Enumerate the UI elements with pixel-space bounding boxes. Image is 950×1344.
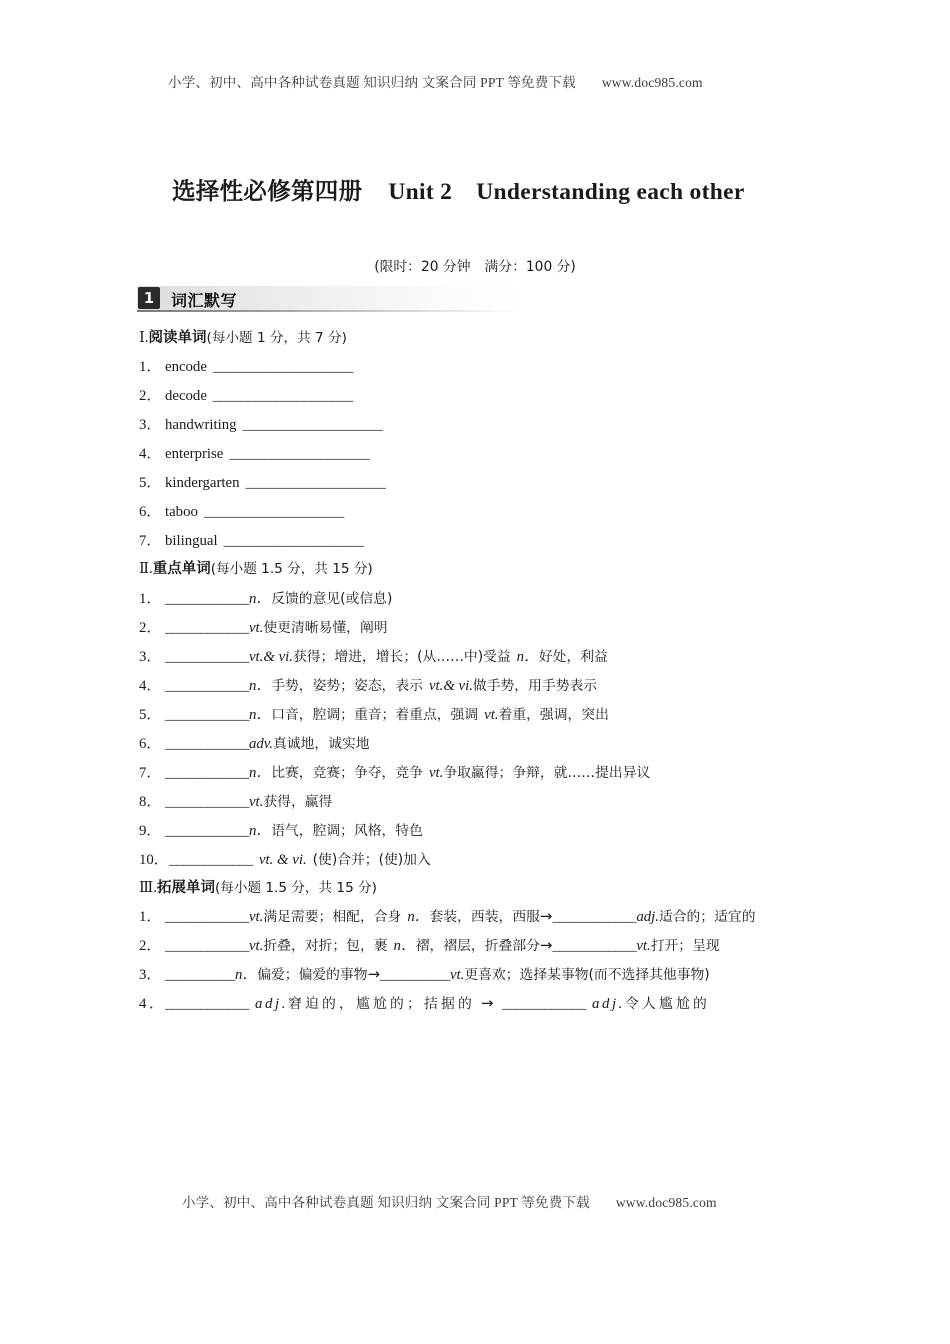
title-unit: Unit 2 — [388, 179, 453, 205]
answer-blank-2[interactable]: __________ — [379, 967, 450, 984]
part-of-speech-3: adj. — [591, 996, 625, 1013]
definition: 使更清晰易懂，阐明 — [263, 619, 388, 636]
list-item — [139, 762, 813, 784]
section-name-2: 重点单词 — [152, 561, 211, 578]
definition: 手势，姿势；姿态，表示 — [271, 677, 423, 694]
exercise-content — [139, 328, 813, 1022]
list-item — [139, 849, 813, 871]
time-limit: (限时：20 分钟 — [374, 259, 471, 275]
section-score-1: (每小题 1 分，共 7 分) — [206, 330, 347, 346]
definition: 口音，腔调；重音；着重点，强调 — [271, 706, 479, 723]
definition-2: 套装，西装，西服 — [429, 909, 540, 926]
definition: 比赛，竞赛；争夺，竞争 — [271, 764, 423, 781]
answer-blank[interactable]: ____________________ — [223, 533, 364, 550]
item-number: 3． — [139, 967, 162, 984]
list-item — [139, 588, 813, 610]
part-of-speech-3: vt. — [449, 967, 465, 984]
item-number: 5． — [139, 475, 162, 492]
title-book: 选择性必修第四册 — [172, 177, 363, 205]
exam-info-line — [0, 255, 950, 276]
answer-blank[interactable]: ____________________ — [212, 359, 353, 376]
section-heading-1 — [139, 328, 813, 349]
derivation-arrow-icon: → — [539, 937, 553, 955]
part-of-speech-2: vt.& vi. — [428, 677, 473, 694]
list-item — [139, 791, 813, 813]
item-number: 2． — [139, 619, 162, 636]
footer-watermark — [182, 1191, 717, 1211]
part-of-speech-2: n． — [407, 909, 430, 926]
answer-blank[interactable]: ____________________ — [212, 388, 353, 405]
derivation-arrow-icon: → — [539, 908, 553, 926]
answer-blank-2[interactable]: ____________ — [552, 909, 637, 926]
item-number: 7． — [139, 533, 162, 550]
item-number: 1． — [139, 359, 162, 376]
section-roman-2: Ⅱ. — [139, 561, 153, 578]
definition-3: 令人尴尬的 — [624, 996, 710, 1013]
definition: 偏爱；偏爱的事物 — [257, 967, 368, 984]
answer-blank[interactable]: ____________________ — [245, 475, 386, 492]
list-item — [139, 414, 813, 436]
answer-blank[interactable]: ____________ — [165, 938, 249, 955]
part-of-speech: n． — [248, 764, 272, 781]
answer-blank-2[interactable]: ____________ — [501, 996, 586, 1013]
item-number: 6． — [139, 504, 162, 521]
list-item — [139, 501, 813, 523]
answer-blank[interactable]: ____________ — [165, 619, 249, 636]
section-score-2: (每小题 1.5 分，共 15 分) — [210, 561, 373, 578]
list-item — [139, 443, 813, 465]
section-score-3: (每小题 1.5 分，共 15 分) — [214, 879, 377, 896]
list-item — [139, 935, 813, 957]
part-of-speech: vt. — [248, 793, 264, 810]
definition-3: 打开；呈现 — [650, 938, 720, 955]
part-of-speech: vt. — [248, 909, 264, 926]
derivation-arrow-icon: → — [367, 966, 380, 984]
definition: 语气，腔调；风格，特色 — [271, 822, 423, 839]
section-roman-3: Ⅲ. — [139, 879, 157, 896]
answer-blank[interactable]: ____________ — [165, 706, 249, 723]
item-number: 8． — [139, 793, 162, 810]
number-badge-icon: 1 — [138, 287, 160, 309]
part-of-speech: adv. — [248, 735, 273, 752]
title-unit-name: Understanding each other — [476, 179, 745, 205]
part-of-speech: adj. — [254, 996, 288, 1013]
item-number: 4． — [139, 446, 162, 463]
part-of-speech: vt.& vi. — [248, 648, 293, 665]
list-item — [139, 530, 813, 552]
part-of-speech-2: n． — [516, 648, 539, 665]
section-name-3: 拓展单词 — [156, 879, 215, 896]
vocab-word: enterprise — [165, 446, 224, 463]
page-title — [172, 172, 745, 206]
footer-watermark-text: 小学、初中、高中各种试卷真题 知识归纳 文案合同 PPT 等免费下载 — [182, 1195, 590, 1210]
part-of-speech: n． — [248, 706, 272, 723]
item-number: 9． — [139, 822, 162, 839]
definition: (使)合并；(使)加入 — [312, 851, 431, 868]
definition: 满足需要；相配，合身 — [263, 909, 402, 926]
definition-2: 褶，褶层，折叠部分 — [415, 938, 540, 955]
item-number: 10． — [139, 851, 169, 868]
answer-blank-2[interactable]: ____________ — [552, 938, 637, 955]
full-score: 满分：100 分) — [484, 259, 576, 275]
item-number: 3． — [139, 648, 162, 665]
answer-blank[interactable]: ____________ — [165, 648, 249, 665]
definition-2: 争取赢得；争辩，就……提出异议 — [443, 764, 651, 781]
part-of-speech: n． — [248, 590, 272, 607]
header-watermark — [168, 71, 703, 91]
part-of-speech: vt. — [248, 619, 264, 636]
definition: 窘迫的，尴尬的；拮据的 — [288, 996, 475, 1013]
section-heading-2 — [139, 559, 813, 580]
part-of-speech-3: adj. — [636, 909, 659, 926]
list-item — [139, 356, 813, 378]
vocab-word: decode — [165, 388, 207, 405]
item-number: 4． — [139, 996, 167, 1013]
definition: 获得；增进，增长；(从……中)受益 — [292, 648, 511, 665]
section-name-1: 阅读单词 — [148, 330, 207, 346]
list-item — [139, 906, 813, 928]
answer-blank[interactable]: ____________ — [165, 822, 249, 839]
vocab-word: handwriting — [165, 417, 237, 434]
answer-blank[interactable]: ____________ — [165, 764, 249, 781]
definition-2: 着重，强调，突出 — [498, 706, 609, 723]
footer-watermark-url: www.doc985.com — [615, 1195, 717, 1210]
item-number: 4． — [139, 677, 162, 694]
answer-blank[interactable]: ____________ — [165, 909, 249, 926]
answer-blank[interactable]: __________ — [165, 967, 235, 984]
list-item — [139, 704, 813, 726]
list-item — [139, 820, 813, 842]
vocab-word: bilingual — [165, 533, 218, 550]
item-number: 2． — [139, 938, 162, 955]
list-item — [139, 617, 813, 639]
definition: 反馈的意见(或信息) — [271, 590, 393, 607]
vocab-word: encode — [165, 359, 207, 376]
definition: 折叠，对折；包，裹 — [263, 938, 388, 955]
list-item — [139, 993, 813, 1015]
answer-blank[interactable]: ____________ — [165, 590, 249, 607]
answer-blank[interactable]: ____________ — [165, 793, 249, 810]
answer-blank[interactable]: ____________ — [169, 851, 253, 868]
list-item — [139, 964, 813, 986]
item-number: 1． — [139, 909, 162, 926]
part-of-speech-2: vt. — [428, 764, 444, 781]
definition-2: 做手势，用手势表示 — [472, 677, 598, 694]
list-item — [139, 385, 813, 407]
part-of-speech: vt. — [248, 938, 264, 955]
derivation-arrow-icon: → — [480, 995, 496, 1013]
answer-blank[interactable]: ____________________ — [229, 446, 370, 463]
vocab-word: taboo — [165, 504, 198, 521]
definition-2: 好处，利益 — [538, 648, 608, 665]
section-roman-1: Ⅰ. — [139, 330, 149, 346]
part-of-speech: vt. & vi. — [258, 851, 307, 868]
item-number: 5． — [139, 706, 162, 723]
part-of-speech: n． — [248, 822, 272, 839]
definition-3: 适合的；适宜的 — [658, 909, 756, 926]
part-of-speech: n． — [235, 967, 258, 984]
part-of-speech: n． — [248, 677, 272, 694]
answer-blank[interactable]: ____________ — [165, 996, 249, 1013]
item-number: 6． — [139, 735, 162, 752]
list-item — [139, 675, 813, 697]
header-watermark-text: 小学、初中、高中各种试卷真题 知识归纳 文案合同 PPT 等免费下载 — [168, 75, 576, 90]
answer-blank[interactable]: ____________________ — [242, 417, 383, 434]
definition-3: 更喜欢；选择某事物(而不选择其他事物) — [464, 967, 710, 984]
list-item — [139, 472, 813, 494]
answer-blank[interactable]: ____________________ — [203, 504, 344, 521]
section-heading-3 — [139, 878, 813, 899]
part-of-speech-2: n． — [393, 938, 416, 955]
header-watermark-url: www.doc985.com — [601, 75, 703, 90]
item-number: 2． — [139, 388, 162, 405]
item-number: 7． — [139, 764, 162, 781]
definition: 真诚地，诚实地 — [272, 735, 370, 752]
section-banner — [137, 286, 522, 312]
answer-blank[interactable]: ____________ — [165, 677, 249, 694]
item-number: 3． — [139, 417, 162, 434]
list-item — [139, 646, 813, 668]
part-of-speech-3: vt. — [636, 938, 651, 955]
list-item — [139, 733, 813, 755]
definition: 获得，赢得 — [263, 793, 333, 810]
vocab-word: kindergarten — [165, 475, 240, 492]
item-number: 1． — [139, 590, 162, 607]
banner-label: 词汇默写 — [171, 291, 238, 310]
part-of-speech-2: vt. — [484, 706, 499, 723]
answer-blank[interactable]: ____________ — [165, 735, 249, 752]
